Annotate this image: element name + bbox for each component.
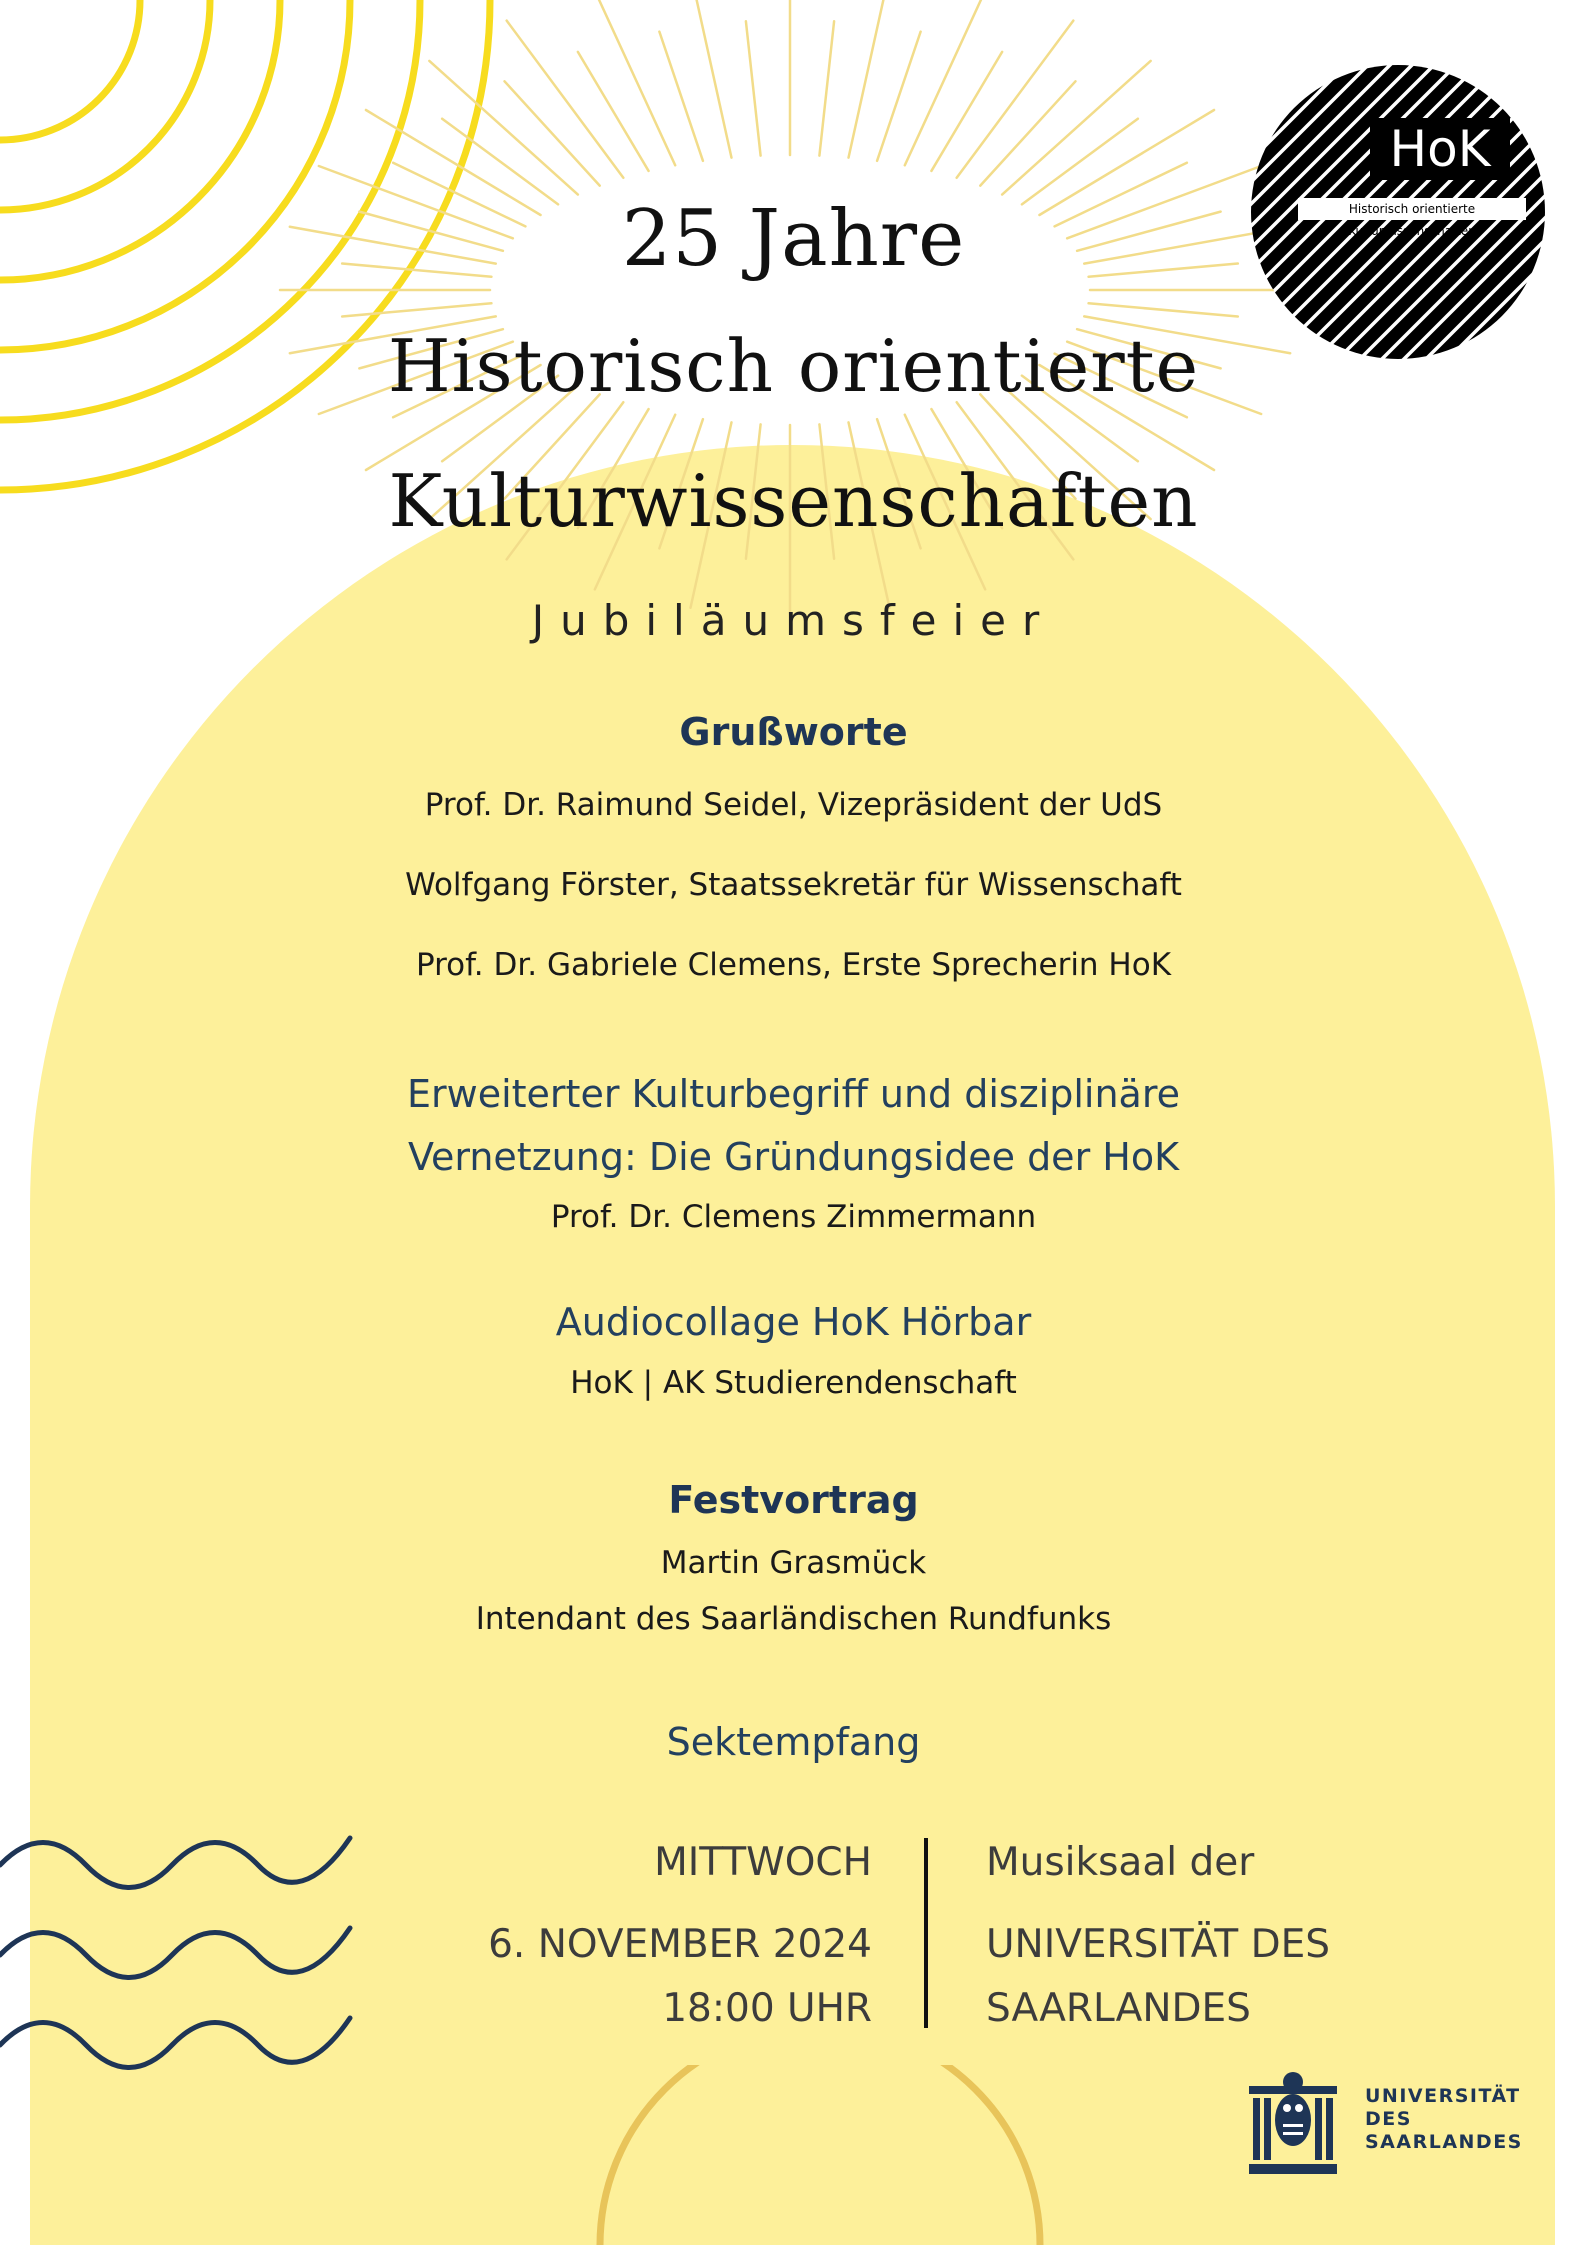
event-date: 6. NOVEMBER 2024 xyxy=(488,1922,872,1967)
sunburst-ray xyxy=(746,21,761,155)
hok-logo-caption: Historisch orientierte Kulturwissenschaften xyxy=(1298,198,1526,220)
sunburst-ray xyxy=(819,21,834,155)
audio-title: Audiocollage HoK Hörbar xyxy=(555,1300,1032,1344)
sunburst-ray xyxy=(931,52,1002,171)
university-name-line-1: UNIVERSITÄT xyxy=(1365,2085,1521,2107)
greeting-item: Prof. Dr. Gabriele Clemens, Erste Sprecherin HoK xyxy=(415,947,1172,983)
reception: Sektempfang xyxy=(666,1720,921,1764)
sunburst-ray xyxy=(849,0,890,158)
greeting-item: Wolfgang Förster, Staatssekretär für Wissenschaft xyxy=(405,867,1182,903)
sunburst-ray xyxy=(1089,303,1238,316)
sunburst-ray xyxy=(877,32,921,161)
sunburst-ray xyxy=(342,303,491,316)
greetings-heading: Grußworte xyxy=(679,710,908,754)
sunburst-ray xyxy=(578,52,649,171)
sunburst-ray xyxy=(691,0,732,158)
sunburst-ray xyxy=(595,0,675,165)
title-line-3: Kulturwissenschaften xyxy=(388,459,1199,543)
subtitle: Jubiläumsfeier xyxy=(531,596,1056,645)
event-divider xyxy=(924,1838,928,2028)
event-time: 18:00 UHR xyxy=(662,1986,872,2031)
talk-speaker: Prof. Dr. Clemens Zimmermann xyxy=(550,1199,1037,1235)
title-line-1: 25 Jahre xyxy=(621,194,966,284)
keynote-speaker: Martin Grasmück xyxy=(660,1545,927,1581)
venue-line-1: Musiksaal der xyxy=(986,1840,1255,1885)
greeting-item: Prof. Dr. Raimund Seidel, Vizepräsident der UdS xyxy=(424,787,1163,823)
university-seal-icon xyxy=(1245,2068,1341,2178)
venue-line-2: UNIVERSITÄT DES xyxy=(986,1922,1330,1967)
sunburst-ray xyxy=(659,32,703,161)
talk-title-line-1: Erweiterter Kulturbegriff und disziplinäre xyxy=(407,1072,1180,1116)
university-name-line-3: SAARLANDES xyxy=(1365,2131,1523,2153)
hok-logo-mark: HoK xyxy=(1370,118,1510,180)
talk-title-line-2: Vernetzung: Die Gründungsidee der HoK xyxy=(407,1135,1180,1179)
keynote-heading: Festvortrag xyxy=(668,1478,919,1522)
keynote-role: Intendant des Saarländischen Rundfunks xyxy=(475,1601,1112,1637)
university-name-line-2: DES xyxy=(1365,2108,1412,2130)
bottom-ring-decoration xyxy=(560,2065,1080,2245)
event-weekday: MITTWOCH xyxy=(654,1840,872,1885)
title-line-2: Historisch orientierte xyxy=(387,324,1200,408)
venue-line-3: SAARLANDES xyxy=(986,1986,1251,2031)
audio-by: HoK | AK Studierendenschaft xyxy=(570,1365,1017,1401)
sunburst-ray xyxy=(905,0,985,165)
university-logo xyxy=(1245,2068,1525,2178)
wave-lines-decoration xyxy=(0,1830,360,2090)
